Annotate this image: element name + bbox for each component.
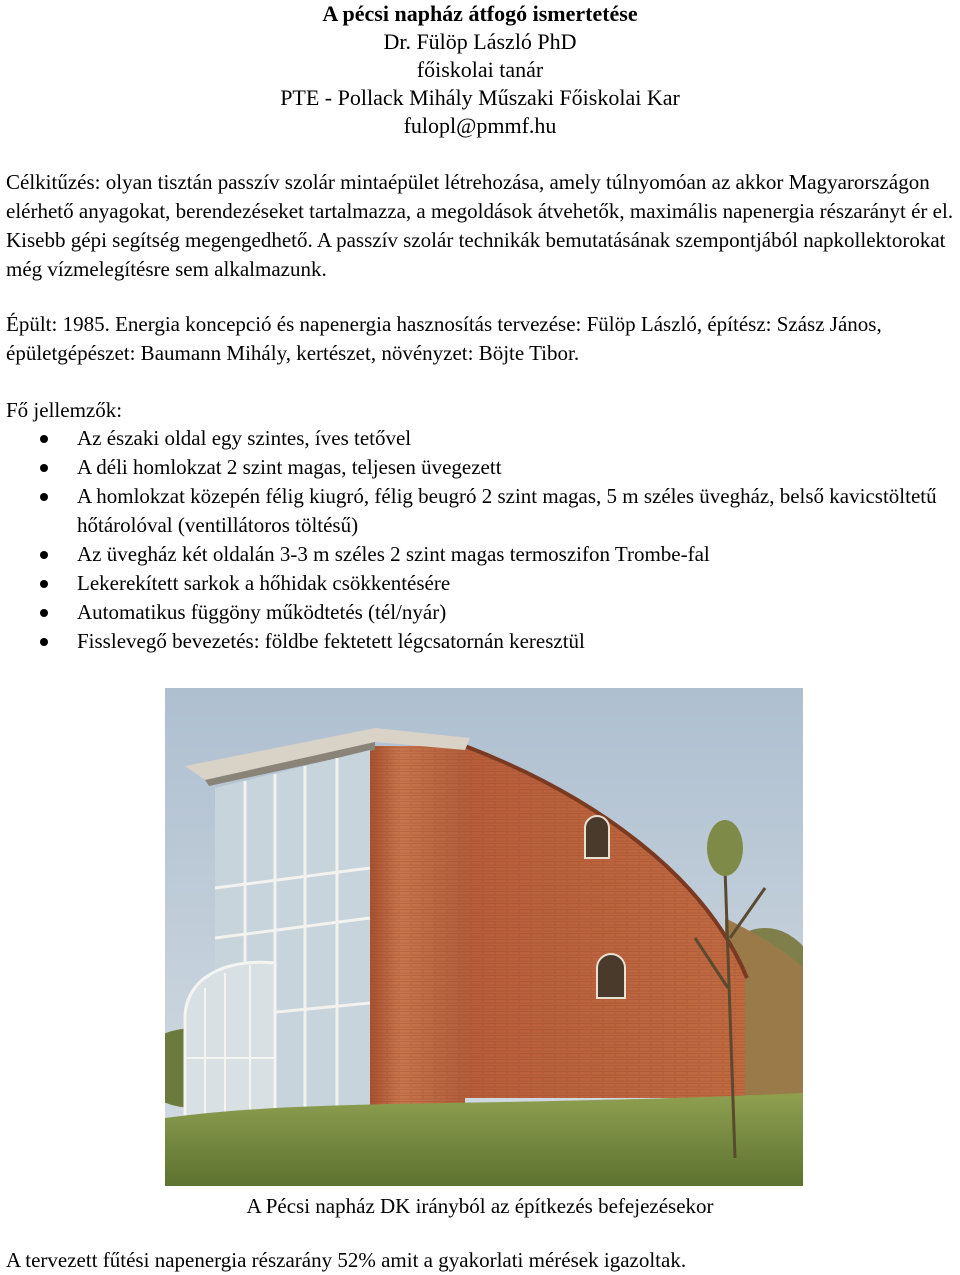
photo-caption: A Pécsi napház DK irányból az építkezés befejezésekor bbox=[246, 1194, 714, 1218]
feature-text: Lekerekített sarkok a hőhidak csökkentésére bbox=[77, 571, 451, 595]
solar-house-illustration bbox=[165, 688, 803, 1186]
bullet-icon bbox=[40, 551, 48, 559]
list-item bbox=[0, 627, 958, 656]
feature-text: Az üvegház két oldalán 3-3 m széles 2 szint magas termoszifon Trombe-fal bbox=[77, 542, 710, 566]
bullet-icon bbox=[40, 580, 48, 588]
feature-text: A homlokzat közepén félig kiugró, félig beugró 2 szint magas, 5 m széles üvegház, belső kavicstöltetű hőtárolóval (ventillátoros töltésű) bbox=[77, 484, 937, 537]
bullet-icon bbox=[40, 435, 48, 443]
author-institution: PTE - Pollack Mihály Műszaki Főiskolai Kar bbox=[280, 85, 680, 110]
built-paragraph: Épült: 1985. Energia koncepció és napenergia hasznosítás tervezése: Fülöp László, építész: Szász János, épületgépészet: Baumann Mihály, kertészet, növényzet: Böjte Tibor. bbox=[6, 312, 882, 365]
document-header bbox=[0, 0, 960, 140]
author-position: főiskolai tanár bbox=[416, 57, 544, 82]
bullet-icon bbox=[40, 609, 48, 617]
list-item bbox=[0, 453, 958, 482]
list-item bbox=[0, 482, 958, 540]
author-name: Dr. Fülöp László PhD bbox=[383, 29, 577, 54]
feature-text: Az északi oldal egy szintes, íves tetővel bbox=[77, 426, 412, 450]
feature-text: A déli homlokzat 2 szint magas, teljesen üvegezett bbox=[77, 455, 502, 479]
author-email: fulopl@pmmf.hu bbox=[403, 113, 557, 138]
building-photo bbox=[165, 688, 803, 1186]
list-item bbox=[0, 569, 958, 598]
features-list bbox=[0, 424, 958, 656]
features-heading: Fő jellemzők: bbox=[6, 398, 123, 422]
list-item bbox=[0, 424, 958, 453]
bullet-icon bbox=[40, 493, 48, 501]
feature-text: Automatikus függöny működtetés (tél/nyár) bbox=[77, 600, 447, 624]
bullet-icon bbox=[40, 464, 48, 472]
list-item bbox=[0, 598, 958, 627]
conclusion-paragraph: A tervezett fűtési napenergia részarány 52% amit a gyakorlati mérések igazoltak. bbox=[6, 1248, 687, 1272]
document-title: A pécsi napház átfogó ismertetése bbox=[322, 1, 638, 26]
bullet-icon bbox=[40, 638, 48, 646]
feature-text: Fisslevegő bevezetés: földbe fektetett légcsatornán keresztül bbox=[77, 629, 585, 653]
goal-paragraph: Célkitűzés: olyan tisztán passzív szolár mintaépület létrehozása, amely túlnyomóan az akkor Magyarországon elérhető anyagokat, berendezéseket tartalmazza, a megoldások átvehetők, maximális napenergia részarányt ér el. Kisebb gépi segítség megengedhető. A passzív szolár technikák bemutatásának szempontjából napkollektorokat még vízmelegítésre sem alkalmazunk. bbox=[6, 170, 954, 281]
list-item bbox=[0, 540, 958, 569]
